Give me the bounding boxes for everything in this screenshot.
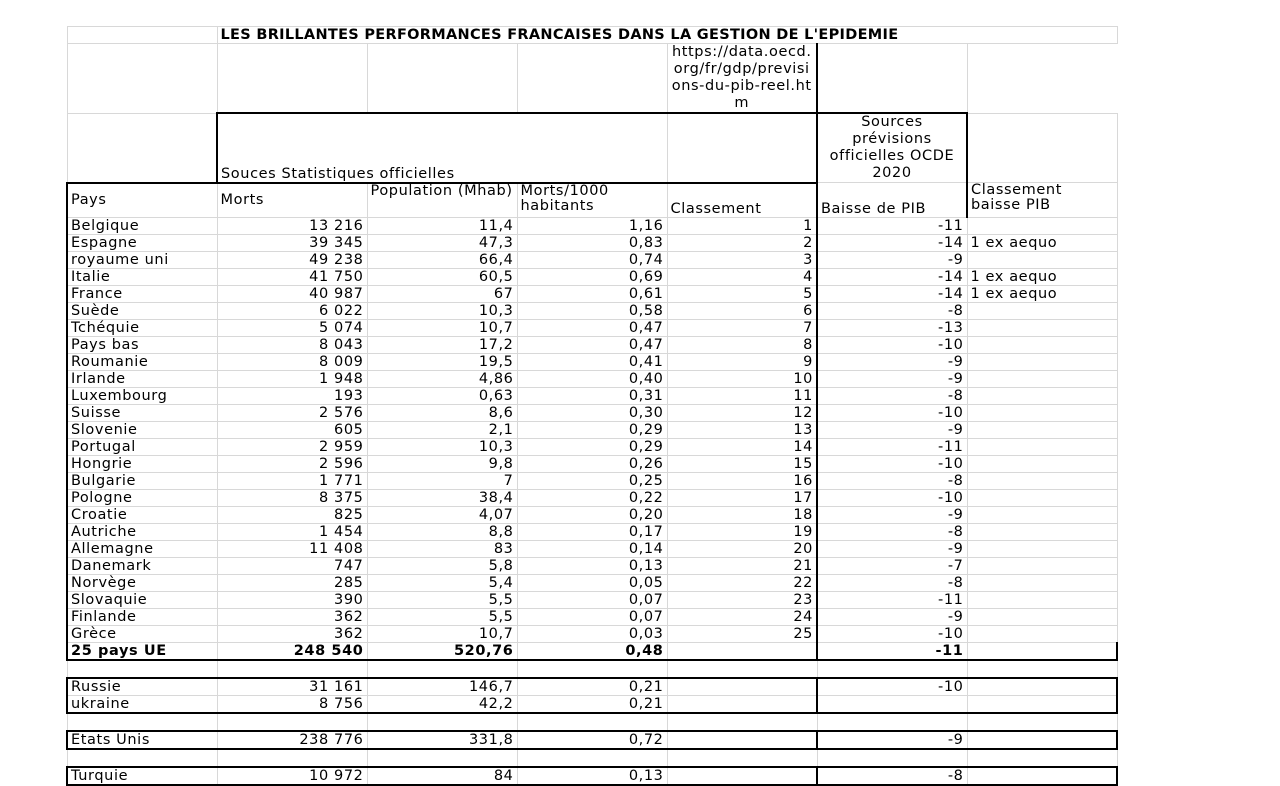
cell-gdp-rank[interactable] (967, 404, 1117, 421)
cell-gdp-drop[interactable]: -8 (817, 523, 967, 540)
table-row (67, 438, 1117, 455)
cell-deaths[interactable]: 193 (217, 387, 367, 404)
other-row (67, 767, 1117, 785)
cell-deaths[interactable]: 6 022 (217, 302, 367, 319)
cell-rank[interactable]: 25 (667, 625, 817, 642)
header-classement-baisse[interactable]: Classement baisse PIB (967, 183, 1117, 218)
cell-population[interactable]: 10,3 (367, 302, 517, 319)
cell-population[interactable]: 17,2 (367, 336, 517, 353)
cell-deaths-per-1000[interactable]: 0,47 (517, 336, 667, 353)
cell-country[interactable]: Hongrie (67, 455, 217, 472)
cell[interactable] (67, 749, 217, 767)
table-row (67, 353, 1117, 370)
cell-deaths-per-1000[interactable]: 0,07 (517, 591, 667, 608)
cell-country[interactable]: Pays bas (67, 336, 217, 353)
cell[interactable] (967, 713, 1117, 731)
cell-country[interactable]: France (67, 285, 217, 302)
table-row (67, 319, 1117, 336)
table-row (67, 217, 1117, 234)
other-row (67, 695, 1117, 713)
cell[interactable] (217, 713, 367, 731)
cell-deaths[interactable]: 747 (217, 557, 367, 574)
table-row (67, 625, 1117, 642)
cell-country[interactable]: Pologne (67, 489, 217, 506)
cell-deaths-per-1000[interactable]: 0,41 (517, 353, 667, 370)
cell-rank[interactable]: 5 (667, 285, 817, 302)
cell[interactable] (367, 660, 517, 678)
cell-population[interactable]: 4,86 (367, 370, 517, 387)
cell-gdp-rank[interactable] (967, 625, 1117, 642)
table-row (67, 404, 1117, 421)
cell-rank[interactable]: 6 (667, 302, 817, 319)
cell-gdp-drop[interactable]: -10 (817, 404, 967, 421)
cell[interactable] (967, 660, 1117, 678)
table-row (67, 421, 1117, 438)
cell-rank[interactable]: 16 (667, 472, 817, 489)
cell-population[interactable]: 2,1 (367, 421, 517, 438)
cell-deaths[interactable]: 605 (217, 421, 367, 438)
header-baisse-pib[interactable]: Baisse de PIB (817, 183, 967, 218)
header-population[interactable]: Population (Mhab) (367, 183, 517, 218)
cell-deaths-per-1000[interactable]: 0,21 (517, 678, 667, 696)
cell-rank[interactable] (667, 695, 817, 713)
cell-gdp-rank[interactable] (967, 336, 1117, 353)
cell-gdp-drop[interactable]: -9 (817, 540, 967, 557)
cell[interactable] (967, 113, 1117, 183)
cell-rank[interactable]: 8 (667, 336, 817, 353)
cell-rank[interactable]: 1 (667, 217, 817, 234)
cell-country[interactable]: Luxembourg (67, 387, 217, 404)
cell-gdp-drop[interactable]: -10 (817, 625, 967, 642)
cell-country[interactable]: Etats Unis (67, 731, 217, 749)
cell-deaths-per-1000[interactable]: 0,20 (517, 506, 667, 523)
table-row (67, 302, 1117, 319)
header-ratio[interactable]: Morts/1000 habitants (517, 183, 667, 218)
cell-gdp-rank[interactable] (967, 370, 1117, 387)
header-row (67, 183, 1117, 218)
cell-gdp-drop[interactable]: -11 (817, 642, 967, 660)
cell-deaths-per-1000[interactable]: 0,40 (517, 370, 667, 387)
cell-gdp-rank[interactable] (967, 608, 1117, 625)
cell-population[interactable]: 67 (367, 285, 517, 302)
table-row (67, 506, 1117, 523)
cell-country[interactable]: Danemark (67, 557, 217, 574)
cell-deaths[interactable]: 285 (217, 574, 367, 591)
ocde-sources-label[interactable]: Sources prévisions officielles OCDE 2020 (817, 113, 967, 183)
blank-row (67, 660, 1117, 678)
cell-deaths-per-1000[interactable]: 0,83 (517, 234, 667, 251)
cell-deaths-per-1000[interactable]: 0,48 (517, 642, 667, 660)
cell[interactable] (817, 713, 967, 731)
table-row (67, 489, 1117, 506)
cell[interactable] (667, 660, 817, 678)
cell-rank[interactable]: 3 (667, 251, 817, 268)
cell-gdp-rank[interactable] (967, 767, 1117, 785)
cell-population[interactable]: 0,63 (367, 387, 517, 404)
cell-country[interactable]: Finlande (67, 608, 217, 625)
cell-population[interactable]: 84 (367, 767, 517, 785)
cell-deaths[interactable]: 31 161 (217, 678, 367, 696)
cell-country[interactable]: Roumanie (67, 353, 217, 370)
cell-deaths-per-1000[interactable]: 0,61 (517, 285, 667, 302)
cell-gdp-rank[interactable] (967, 489, 1117, 506)
cell-rank[interactable]: 18 (667, 506, 817, 523)
cell-country[interactable]: Suisse (67, 404, 217, 421)
cell-gdp-rank[interactable] (967, 421, 1117, 438)
cell-deaths[interactable]: 2 596 (217, 455, 367, 472)
cell-deaths-per-1000[interactable]: 0,69 (517, 268, 667, 285)
cell-deaths[interactable]: 8 043 (217, 336, 367, 353)
cell-population[interactable]: 60,5 (367, 268, 517, 285)
cell[interactable] (67, 660, 217, 678)
cell-deaths[interactable]: 40 987 (217, 285, 367, 302)
cell-population[interactable]: 19,5 (367, 353, 517, 370)
table-row (67, 336, 1117, 353)
cell-country[interactable]: Italie (67, 268, 217, 285)
other-row (67, 678, 1117, 696)
cell-rank[interactable] (667, 767, 817, 785)
blank-row (67, 713, 1117, 731)
cell-country[interactable]: Norvège (67, 574, 217, 591)
cell-deaths[interactable]: 8 009 (217, 353, 367, 370)
cell-gdp-rank[interactable] (967, 557, 1117, 574)
cell-gdp-rank[interactable] (967, 523, 1117, 540)
cell[interactable] (67, 44, 217, 114)
cell-gdp-drop[interactable]: -14 (817, 285, 967, 302)
cell[interactable] (67, 713, 217, 731)
cell-country[interactable]: Bulgarie (67, 472, 217, 489)
cell-deaths-per-1000[interactable]: 0,72 (517, 731, 667, 749)
cell-rank[interactable]: 24 (667, 608, 817, 625)
cell-population[interactable]: 83 (367, 540, 517, 557)
cell-deaths[interactable]: 1 948 (217, 370, 367, 387)
title-row (67, 27, 1117, 44)
cell-population[interactable]: 5,8 (367, 557, 517, 574)
cell-gdp-rank[interactable] (967, 574, 1117, 591)
cell-deaths-per-1000[interactable]: 0,74 (517, 251, 667, 268)
cell-deaths-per-1000[interactable]: 0,47 (517, 319, 667, 336)
cell-rank[interactable]: 10 (667, 370, 817, 387)
cell-deaths-per-1000[interactable]: 0,05 (517, 574, 667, 591)
cell-population[interactable]: 5,4 (367, 574, 517, 591)
cell-country[interactable]: Belgique (67, 217, 217, 234)
cell-country[interactable]: Grèce (67, 625, 217, 642)
cell-rank[interactable]: 19 (667, 523, 817, 540)
cell-population[interactable]: 10,3 (367, 438, 517, 455)
cell-deaths-per-1000[interactable]: 0,13 (517, 557, 667, 574)
cell[interactable] (217, 44, 367, 114)
cell-rank[interactable]: 2 (667, 234, 817, 251)
table-row (67, 370, 1117, 387)
cell-country[interactable]: Portugal (67, 438, 217, 455)
cell-population[interactable]: 10,7 (367, 319, 517, 336)
cell-deaths[interactable]: 390 (217, 591, 367, 608)
cell-gdp-drop[interactable]: -8 (817, 387, 967, 404)
cell-population[interactable]: 8,6 (367, 404, 517, 421)
cell-country[interactable]: royaume uni (67, 251, 217, 268)
cell-deaths[interactable]: 10 972 (217, 767, 367, 785)
cell-gdp-drop[interactable]: -9 (817, 370, 967, 387)
cell-rank[interactable]: 13 (667, 421, 817, 438)
cell-population[interactable]: 146,7 (367, 678, 517, 696)
cell-rank[interactable]: 15 (667, 455, 817, 472)
cell[interactable] (217, 660, 367, 678)
url-row (67, 44, 1117, 114)
cell-population[interactable]: 520,76 (367, 642, 517, 660)
cell-deaths-per-1000[interactable]: 0,58 (517, 302, 667, 319)
cell-gdp-rank[interactable] (967, 731, 1117, 749)
cell-gdp-rank[interactable] (967, 438, 1117, 455)
cell-gdp-drop[interactable]: -10 (817, 678, 967, 696)
cell-deaths-per-1000[interactable]: 0,31 (517, 387, 667, 404)
cell[interactable] (367, 713, 517, 731)
cell-population[interactable]: 5,5 (367, 608, 517, 625)
cell-deaths-per-1000[interactable]: 0,07 (517, 608, 667, 625)
cell-deaths-per-1000[interactable]: 0,14 (517, 540, 667, 557)
cell-deaths-per-1000[interactable]: 0,29 (517, 438, 667, 455)
cell-gdp-rank[interactable] (967, 642, 1117, 660)
cell[interactable] (67, 113, 217, 183)
cell-rank[interactable]: 23 (667, 591, 817, 608)
cell-deaths-per-1000[interactable]: 0,22 (517, 489, 667, 506)
blank-row (67, 749, 1117, 767)
cell-deaths[interactable]: 2 576 (217, 404, 367, 421)
cell-country[interactable]: Espagne (67, 234, 217, 251)
cell-gdp-rank[interactable]: 1 ex aequo (967, 285, 1117, 302)
cell-rank[interactable]: 9 (667, 353, 817, 370)
cell[interactable] (667, 749, 817, 767)
official-sources-label[interactable]: Souces Statistiques officielles (217, 113, 667, 183)
cell[interactable] (817, 660, 967, 678)
cell-rank[interactable]: 22 (667, 574, 817, 591)
cell-population[interactable]: 66,4 (367, 251, 517, 268)
cell-gdp-drop[interactable]: -9 (817, 608, 967, 625)
cell-rank[interactable]: 14 (667, 438, 817, 455)
cell-gdp-rank[interactable] (967, 678, 1117, 696)
cell-gdp-drop[interactable]: -8 (817, 302, 967, 319)
cell-gdp-rank[interactable] (967, 387, 1117, 404)
cell[interactable] (517, 44, 667, 114)
cell-deaths[interactable]: 1 454 (217, 523, 367, 540)
table-row (67, 455, 1117, 472)
cell-country[interactable]: Russie (67, 678, 217, 696)
table-row (67, 234, 1117, 251)
source-url[interactable]: https://data.oecd.org/fr/gdp/previsions-du-pib-reel.htm (667, 44, 817, 114)
cell-deaths-per-1000[interactable]: 0,21 (517, 695, 667, 713)
cell-gdp-drop[interactable]: -13 (817, 319, 967, 336)
cell-country[interactable]: Autriche (67, 523, 217, 540)
cell-gdp-drop[interactable]: -9 (817, 251, 967, 268)
cell-gdp-drop[interactable]: -8 (817, 767, 967, 785)
cell-rank[interactable]: 17 (667, 489, 817, 506)
cell-population[interactable]: 4,07 (367, 506, 517, 523)
cell-gdp-rank[interactable] (967, 319, 1117, 336)
cell-country[interactable]: Tchéquie (67, 319, 217, 336)
cell-gdp-rank[interactable]: 1 ex aequo (967, 268, 1117, 285)
table-row (67, 557, 1117, 574)
cell-gdp-drop[interactable]: -14 (817, 234, 967, 251)
cell-gdp-drop[interactable]: -11 (817, 438, 967, 455)
cell-deaths-per-1000[interactable]: 0,13 (517, 767, 667, 785)
cell[interactable] (367, 749, 517, 767)
cell-population[interactable]: 11,4 (367, 217, 517, 234)
table-row (67, 268, 1117, 285)
cell-rank[interactable] (667, 678, 817, 696)
sheet-title[interactable]: LES BRILLANTES PERFORMANCES FRANCAISES DANS LA GESTION DE L'EPIDEMIE (217, 27, 1117, 44)
cell-country[interactable]: Turquie (67, 767, 217, 785)
cell-rank[interactable]: 7 (667, 319, 817, 336)
table-row (67, 608, 1117, 625)
cell-gdp-drop[interactable]: -9 (817, 731, 967, 749)
table-row (67, 285, 1117, 302)
cell-rank[interactable]: 4 (667, 268, 817, 285)
cell-deaths[interactable]: 825 (217, 506, 367, 523)
cell-gdp-drop[interactable] (817, 695, 967, 713)
header-classement[interactable]: Classement (667, 183, 817, 218)
cell-gdp-drop[interactable]: -8 (817, 574, 967, 591)
cell-gdp-rank[interactable] (967, 302, 1117, 319)
cell-population[interactable]: 10,7 (367, 625, 517, 642)
cell-population[interactable]: 9,8 (367, 455, 517, 472)
cell-country[interactable]: Croatie (67, 506, 217, 523)
cell-deaths[interactable]: 8 756 (217, 695, 367, 713)
cell-population[interactable]: 5,5 (367, 591, 517, 608)
cell[interactable] (817, 749, 967, 767)
cell-gdp-drop[interactable]: -9 (817, 506, 967, 523)
cell-country[interactable]: ukraine (67, 695, 217, 713)
cell-rank[interactable]: 21 (667, 557, 817, 574)
cell-gdp-rank[interactable] (967, 251, 1117, 268)
cell-deaths-per-1000[interactable]: 1,16 (517, 217, 667, 234)
cell[interactable] (817, 44, 967, 114)
cell-population[interactable]: 47,3 (367, 234, 517, 251)
cell[interactable] (517, 713, 667, 731)
cell-gdp-rank[interactable] (967, 540, 1117, 557)
cell[interactable] (517, 749, 667, 767)
cell-gdp-rank[interactable] (967, 506, 1117, 523)
cell-gdp-drop[interactable]: -10 (817, 455, 967, 472)
cell-rank[interactable]: 11 (667, 387, 817, 404)
cell-country[interactable]: Slovenie (67, 421, 217, 438)
cell-country[interactable]: Suède (67, 302, 217, 319)
cell-gdp-rank[interactable] (967, 472, 1117, 489)
cell-gdp-rank[interactable] (967, 217, 1117, 234)
cell-deaths[interactable]: 1 771 (217, 472, 367, 489)
cell-deaths[interactable]: 11 408 (217, 540, 367, 557)
cell-gdp-drop[interactable]: -7 (817, 557, 967, 574)
cell-country[interactable]: Irlande (67, 370, 217, 387)
cell-rank[interactable] (667, 731, 817, 749)
cell-deaths-per-1000[interactable]: 0,30 (517, 404, 667, 421)
cell-rank[interactable]: 20 (667, 540, 817, 557)
total-row (67, 642, 1117, 660)
cell-gdp-drop[interactable]: -9 (817, 353, 967, 370)
cell-deaths[interactable]: 2 959 (217, 438, 367, 455)
cell-deaths[interactable]: 39 345 (217, 234, 367, 251)
cell-population[interactable]: 8,8 (367, 523, 517, 540)
cell-deaths[interactable]: 362 (217, 625, 367, 642)
cell[interactable] (667, 713, 817, 731)
cell-deaths[interactable]: 41 750 (217, 268, 367, 285)
cell[interactable] (667, 113, 817, 183)
cell-deaths-per-1000[interactable]: 0,17 (517, 523, 667, 540)
cell-deaths[interactable]: 238 776 (217, 731, 367, 749)
cell[interactable] (67, 27, 217, 44)
cell-country[interactable]: Slovaquie (67, 591, 217, 608)
cell-gdp-drop[interactable]: -10 (817, 489, 967, 506)
cell-population[interactable]: 7 (367, 472, 517, 489)
cell-gdp-drop[interactable]: -9 (817, 421, 967, 438)
cell-gdp-drop[interactable]: -10 (817, 336, 967, 353)
table-row (67, 387, 1117, 404)
cell-gdp-rank[interactable] (967, 591, 1117, 608)
cell-deaths[interactable]: 248 540 (217, 642, 367, 660)
cell-rank[interactable] (667, 642, 817, 660)
cell-deaths-per-1000[interactable]: 0,29 (517, 421, 667, 438)
cell[interactable] (217, 749, 367, 767)
cell-rank[interactable]: 12 (667, 404, 817, 421)
cell-population[interactable]: 331,8 (367, 731, 517, 749)
cell-country[interactable]: Allemagne (67, 540, 217, 557)
table-row (67, 591, 1117, 608)
cell-deaths[interactable]: 13 216 (217, 217, 367, 234)
cell-gdp-rank[interactable] (967, 695, 1117, 713)
cell-gdp-rank[interactable]: 1 ex aequo (967, 234, 1117, 251)
header-morts[interactable]: Morts (217, 183, 367, 218)
cell-gdp-drop[interactable]: -11 (817, 217, 967, 234)
table-row (67, 251, 1117, 268)
table-row (67, 523, 1117, 540)
other-row (67, 731, 1117, 749)
cell[interactable] (967, 749, 1117, 767)
cell-gdp-drop[interactable]: -14 (817, 268, 967, 285)
cell-deaths-per-1000[interactable]: 0,26 (517, 455, 667, 472)
cell-deaths-per-1000[interactable]: 0,03 (517, 625, 667, 642)
cell-deaths[interactable]: 8 375 (217, 489, 367, 506)
header-pays[interactable]: Pays (67, 183, 217, 218)
cell-population[interactable]: 38,4 (367, 489, 517, 506)
table-row (67, 574, 1117, 591)
cell-gdp-rank[interactable] (967, 353, 1117, 370)
spreadsheet-table (66, 26, 1118, 786)
table-row (67, 540, 1117, 557)
cell-deaths[interactable]: 362 (217, 608, 367, 625)
cell-deaths-per-1000[interactable]: 0,25 (517, 472, 667, 489)
cell[interactable] (367, 44, 517, 114)
sources-row (67, 113, 1117, 183)
cell-country[interactable]: 25 pays UE (67, 642, 217, 660)
table-row (67, 472, 1117, 489)
cell-gdp-drop[interactable]: -11 (817, 591, 967, 608)
cell-deaths[interactable]: 49 238 (217, 251, 367, 268)
cell-population[interactable]: 42,2 (367, 695, 517, 713)
cell-deaths[interactable]: 5 074 (217, 319, 367, 336)
cell-gdp-rank[interactable] (967, 455, 1117, 472)
cell-gdp-drop[interactable]: -8 (817, 472, 967, 489)
cell[interactable] (517, 660, 667, 678)
